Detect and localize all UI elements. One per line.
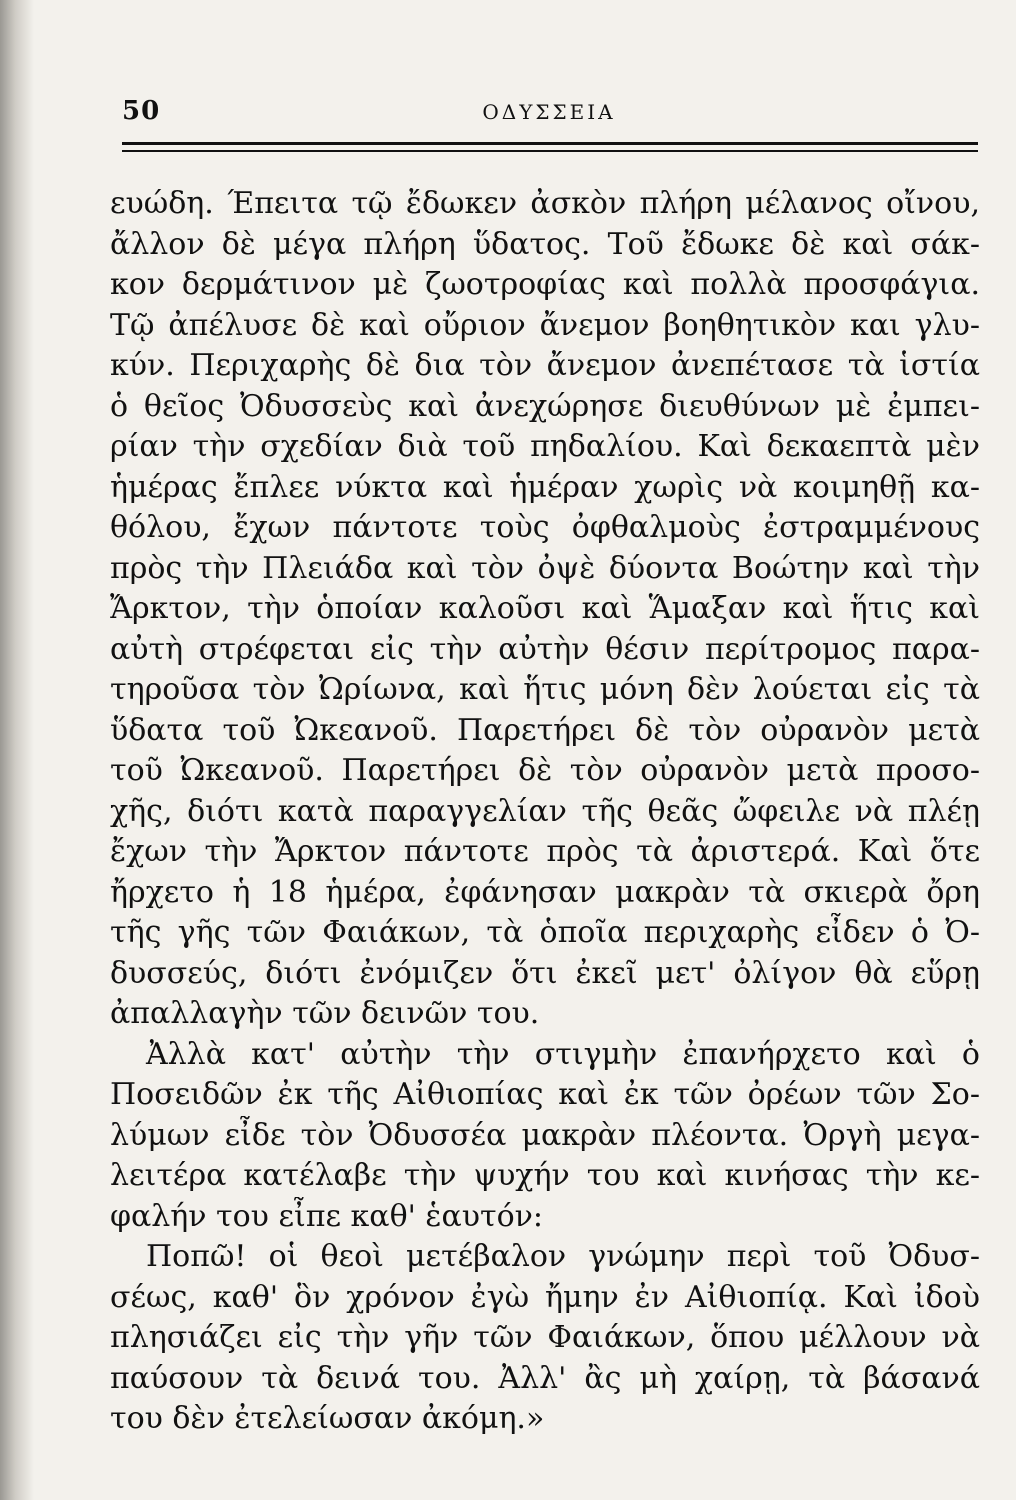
text-line: ἤρχετο ἡ 18 ἡμέρα, ἐφάνησαν μακρὰν τὰ σκιερὰ ὄρη [110,874,980,910]
text-line: ἄλλον δὲ μέγα πλήρη ὕδατος. Τοῦ ἔδωκε δὲ καὶ σάκ- [110,226,980,262]
text-line: ευώδη. Έπειτα τῷ ἔδωκεν ἀσκὸν πλήρη μέλανος οἴνου, [110,186,980,221]
text-line: παύσουν τὰ δεινά του. Ἀλλ' ἂς μὴ χαίρῃ, τὰ βάσανά [110,1360,980,1396]
text-line: κύν. Περιχαρὴς δὲ δια τὸν ἄνεμον ἀνεπέτασε τὰ ἱστία [110,348,980,383]
body-text [110,184,980,1440]
text-line: πρὸς τὴν Πλειάδα καὶ τὸν ὀψὲ δύοντα Βοώτην καὶ τὴν [110,550,980,586]
paragraph-start-line: Ποπῶ! οἱ θεοὶ μετέβαλον γνώμην περὶ τοῦ Ὀδυσ- [146,1239,980,1274]
paragraph-end-line: ἀπαλλαγὴν τῶν δεινῶν του. [110,996,540,1031]
text-line: χῆς, διότι κατὰ παραγγελίαν τῆς θεᾶς ὤφειλε νὰ πλέῃ [110,793,980,829]
text-line: ρίαν τὴν σχεδίαν διὰ τοῦ πηδαλίου. Καὶ δεκαεπτὰ μὲν [110,429,980,464]
text-line: ὕδατα τοῦ Ὠκεανοῦ. Παρετήρει δὲ τὸν οὐρανὸν μετὰ [110,712,980,748]
text-line: ἡμέρας ἔπλεε νύκτα καὶ ἡμέραν χωρὶς νὰ κοιμηθῇ κα- [110,469,980,505]
text-line: πλησιάζει εἰς τὴν γῆν τῶν Φαιάκων, ὅπου μέλλουν νὰ [110,1320,980,1355]
page-header [122,96,976,130]
text-line: τοῦ Ὠκεανοῦ. Παρετήρει δὲ τὸν οὐρανὸν μετὰ προσο- [110,753,980,788]
text-line: τῆς γῆς τῶν Φαιάκων, τὰ ὁποῖα περιχαρὴς εἶδεν ὁ Ὀ- [110,915,980,950]
text-line: Ποσειδῶν ἐκ τῆς Αἰθιοπίας καὶ ἐκ τῶν ὀρέων τῶν Σο- [110,1077,980,1112]
text-line: ἔχων τὴν Ἄρκτον πάντοτε πρὸς τὰ ἀριστερά. Καὶ ὅτε [110,834,980,869]
text-line: τηροῦσα τὸν Ὠρίωνα, καὶ ἥτις μόνη δὲν λούεται εἰς τὰ [110,672,980,707]
page-number: 50 [122,96,161,126]
paragraph-end-line: του δὲν ἐτελείωσαν ἀκόμη.» [110,1401,545,1436]
text-line: Τῷ ἀπέλυσε δὲ καὶ οὔριον ἄνεμον βοηθητικὸν και γλυ- [110,307,980,343]
text-line: δυσσεύς, διότι ἐνόμιζεν ὅτι ἐκεῖ μετ' ὀλίγον θὰ εὕρῃ [110,955,980,991]
running-title: ΟΔΥΣΣΕΙΑ [482,100,616,124]
header-rule [122,142,978,152]
text-line: θόλου, ἔχων πάντοτε τοὺς ὀφθαλμοὺς ἐστραμμένους [110,510,980,545]
paragraph-end-line: φαλήν του εἶπε καθ' ἑαυτόν: [110,1198,544,1234]
text-line: λειτέρα κατέλαβε τὴν ψυχήν του καὶ κινήσας τὴν κε- [110,1158,980,1193]
text-line: αὐτὴ στρέφεται εἰς τὴν αὐτὴν θέσιν περίτρομος παρα- [110,631,980,667]
text-line: κον δερμάτινον μὲ ζωοτροφίας καὶ πολλὰ προσφάγια. [110,267,980,302]
paragraph-start-line: Ἀλλὰ κατ' αὐτὴν τὴν στιγμὴν ἐπανήρχετο καὶ ὁ [146,1036,980,1072]
text-line: Ἄρκτον, τὴν ὁποίαν καλοῦσι καὶ Ἅμαξαν καὶ ἥτις καὶ [110,591,980,626]
text-line: σέως, καθ' ὃν χρόνον ἐγὼ ἤμην ἐν Αἰθιοπίᾳ. Καὶ ἰδοὺ [110,1279,980,1315]
text-line: λύμων εἶδε τὸν Ὀδυσσέα μακρὰν πλέοντα. Ὀργὴ μεγα- [110,1117,980,1153]
text-line: ὁ θεῖος Ὀδυσσεὺς καὶ ἀνεχώρησε διευθύνων μὲ ἐμπει- [110,388,980,424]
